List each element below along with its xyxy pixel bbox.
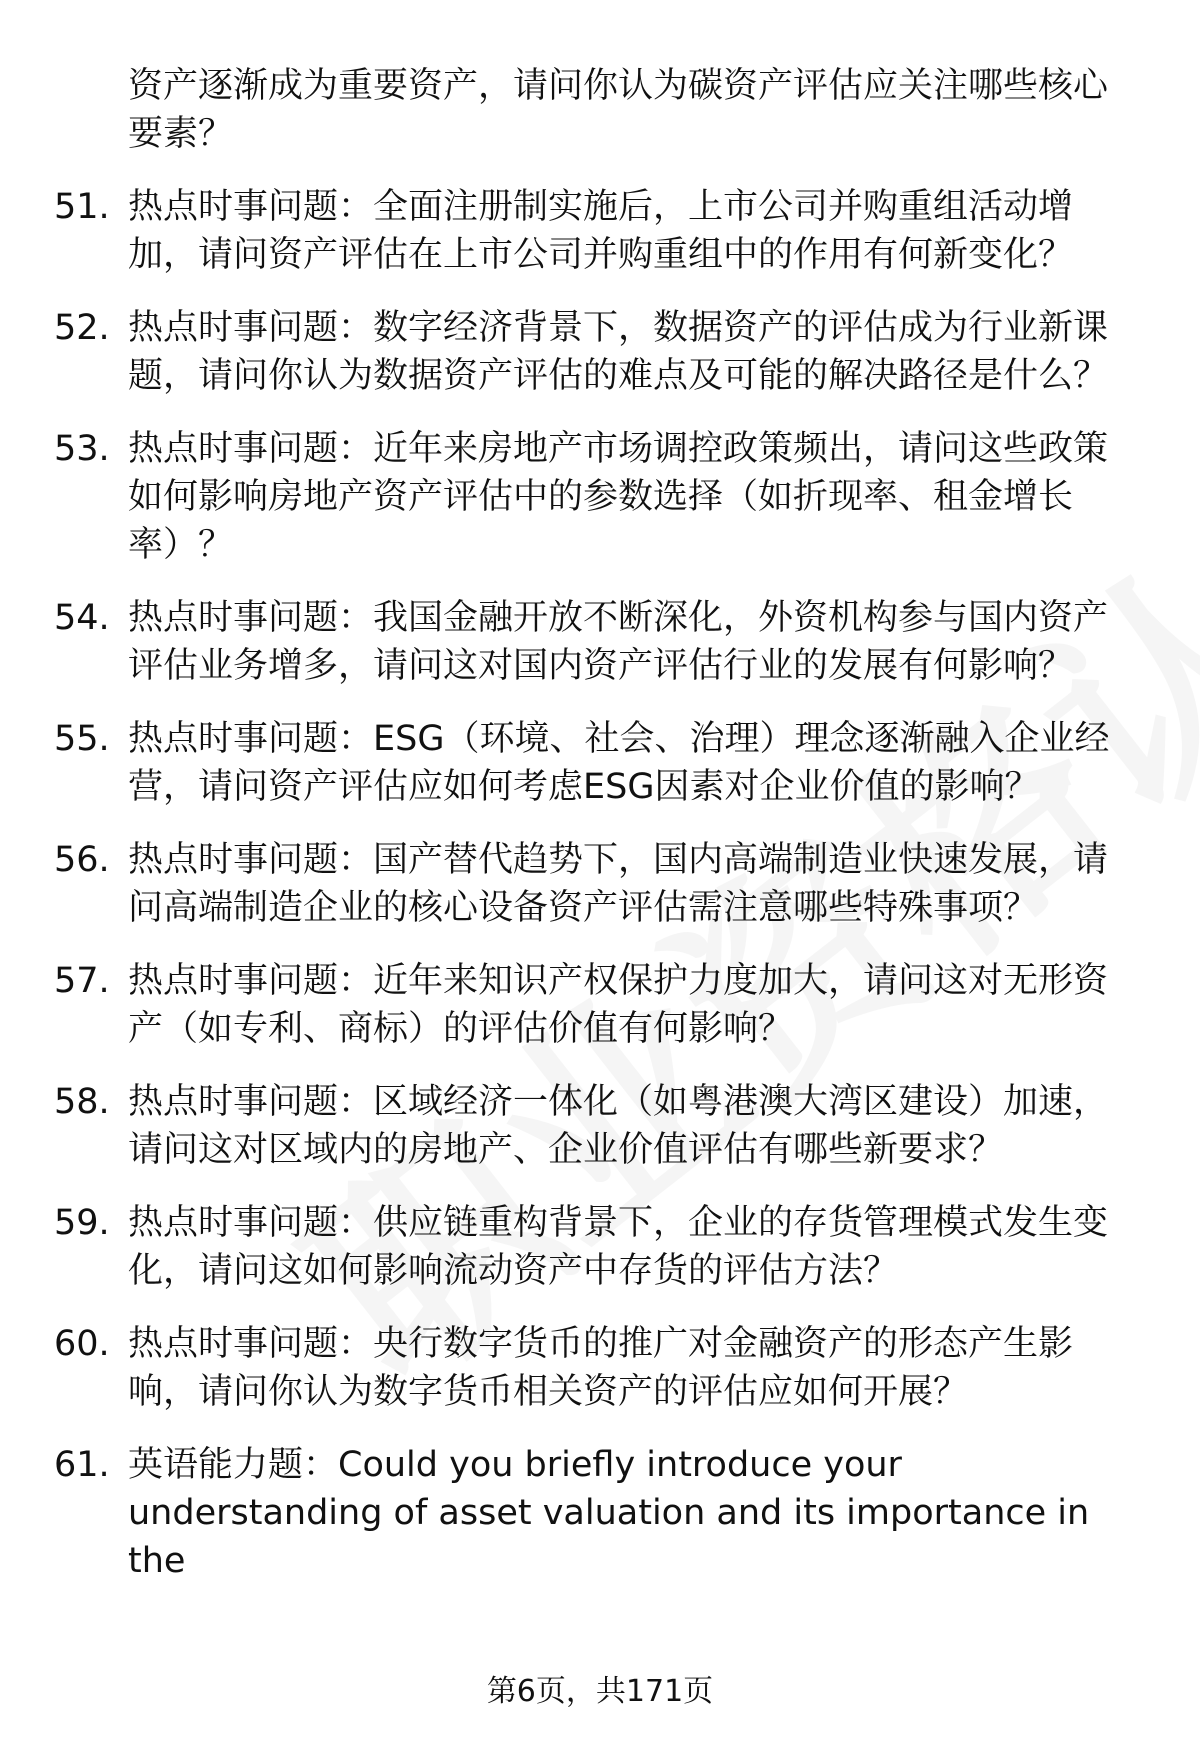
- question-number: 58.: [54, 1082, 110, 1122]
- question-item: [54, 425, 1138, 569]
- question-item: [54, 1078, 1138, 1174]
- question-item: [54, 183, 1138, 279]
- question-number: 59.: [54, 1203, 110, 1243]
- question-number: 57.: [54, 961, 110, 1001]
- question-item: [54, 1199, 1138, 1295]
- question-text: 热点时事问题：全面注册制实施后，上市公司并购重组活动增加，请问资产评估在上市公司并购重组中的作用有何新变化？: [128, 187, 1074, 275]
- question-item: [54, 594, 1138, 690]
- question-number: 56.: [54, 840, 110, 880]
- question-text: 热点时事问题：央行数字货币的推广对金融资产的形态产生影响，请问你认为数字货币相关资产的评估应如何开展？: [128, 1324, 1074, 1412]
- question-text: 热点时事问题：区域经济一体化（如粤港澳大湾区建设）加速，请问这对区域内的房地产、企业价值评估有哪些新要求？: [128, 1082, 1109, 1170]
- question-text: 热点时事问题：近年来房地产市场调控政策频出，请问这些政策如何影响房地产资产评估中的参数选择（如折现率、租金增长率）？: [128, 429, 1109, 565]
- question-item: [54, 1441, 1138, 1585]
- question-item: [54, 1320, 1138, 1416]
- question-text: 英语能力题：Could you briefly introduce your understanding of asset valuation and its importance in the: [128, 1445, 1090, 1581]
- question-number: 51.: [54, 187, 110, 227]
- question-number: 54.: [54, 598, 110, 638]
- question-text: 热点时事问题：供应链重构背景下，企业的存货管理模式发生变化，请问这如何影响流动资产中存货的评估方法？: [128, 1203, 1109, 1291]
- question-number: 53.: [54, 429, 110, 469]
- page-content: [0, 62, 1200, 1610]
- question-text: 热点时事问题：数字经济背景下，数据资产的评估成为行业新课题，请问你认为数据资产评估的难点及可能的解决路径是什么？: [128, 308, 1109, 396]
- question-item: [54, 304, 1138, 400]
- question-number: 61.: [54, 1445, 110, 1485]
- question-text: 热点时事问题：近年来知识产权保护力度加大，请问这对无形资产（如专利、商标）的评估价值有何影响？: [128, 961, 1109, 1049]
- question-number: 60.: [54, 1324, 110, 1364]
- question-text: 热点时事问题：ESG（环境、社会、治理）理念逐渐融入企业经营，请问资产评估应如何考虑ESG因素对企业价值的影响？: [128, 719, 1110, 807]
- question-item: [54, 715, 1138, 811]
- question-text: 热点时事问题：国产替代趋势下，国内高端制造业快速发展，请问高端制造企业的核心设备资产评估需注意哪些特殊事项？: [128, 840, 1109, 928]
- question-item: [54, 836, 1138, 932]
- question-number: 52.: [54, 308, 110, 348]
- page-footer: 第6页，共171页: [486, 1674, 714, 1709]
- question-text: 热点时事问题：我国金融开放不断深化，外资机构参与国内资产评估业务增多，请问这对国内资产评估行业的发展有何影响？: [128, 598, 1109, 686]
- question-number: 55.: [54, 719, 110, 759]
- question-item: [54, 957, 1138, 1053]
- continued-question-text: 资产逐渐成为重要资产，请问你认为碳资产评估应关注哪些核心要素？: [128, 66, 1109, 154]
